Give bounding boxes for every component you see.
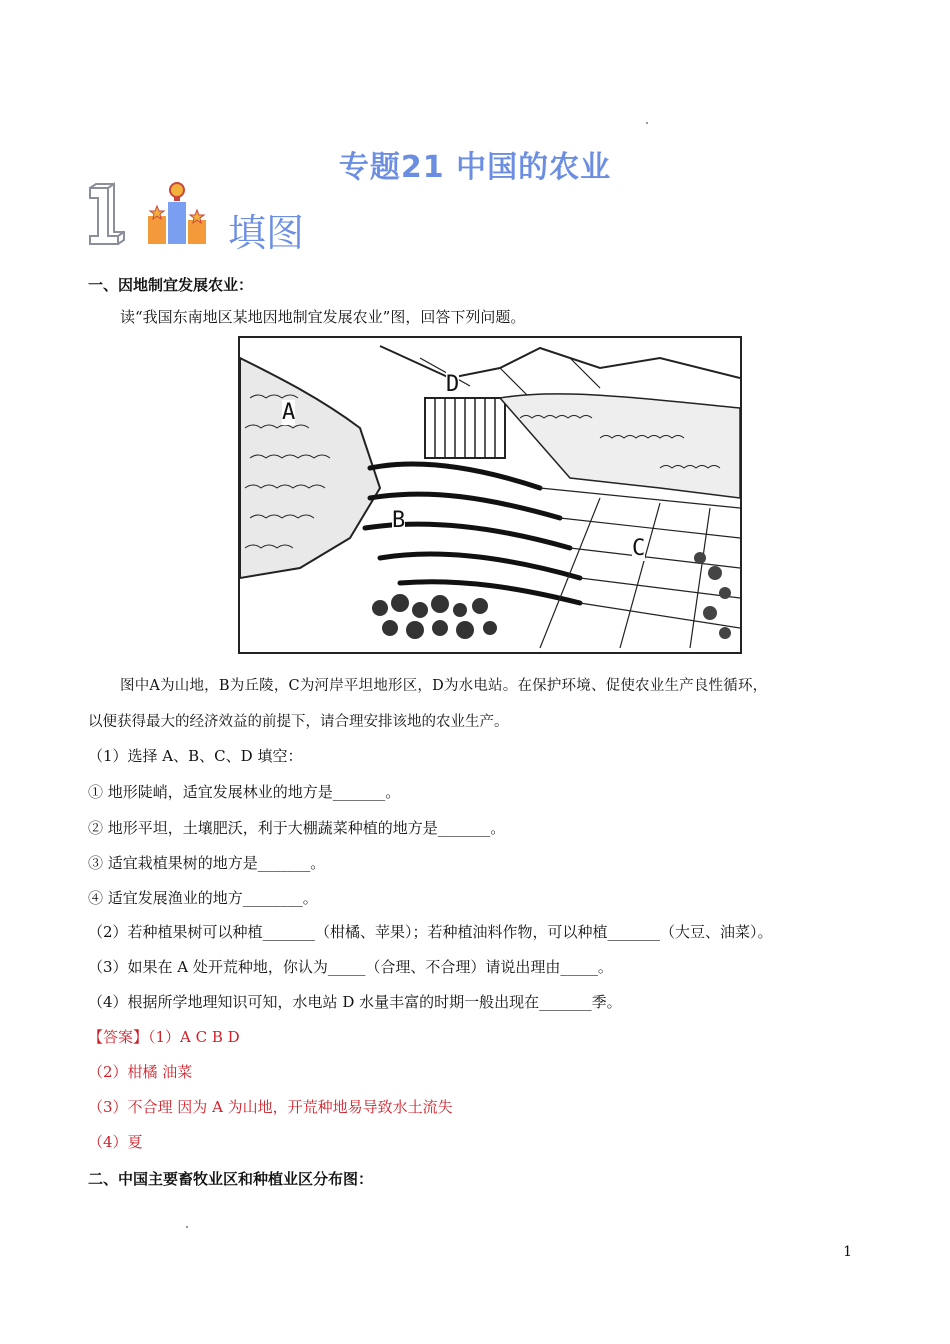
figure-description: 图中A为山地，B为丘陵，C为河岸平坦地形区，D为水电站。在保护环境、促使农业生产良性循环， <box>120 678 768 694</box>
page-number: 1 <box>843 1244 852 1260</box>
question-1-a: ① 地形陡峭，适宜发展林业的地方是_______。 <box>88 783 401 801</box>
figure-label-b: B <box>392 508 406 533</box>
question-1-d: ④ 适宜发展渔业的地方________。 <box>88 889 318 907</box>
figure-label-d: D <box>446 372 460 397</box>
answer-1: 【答案】（1）A C B D <box>88 1028 240 1046</box>
banner-label: 填图 <box>228 211 305 255</box>
page-title: 专题21 中国的农业 <box>338 150 612 185</box>
terrain-illustration <box>240 338 740 652</box>
figure-label-a: A <box>282 400 296 425</box>
question-intro: 读“我国东南地区某地因地制宜发展农业”图，回答下列问题。 <box>120 308 526 326</box>
figure-label-c: C <box>632 536 646 561</box>
number-one-icon <box>84 182 132 248</box>
terrain-figure <box>238 336 742 654</box>
section-heading: 一、因地制宜发展农业： <box>88 276 254 294</box>
section-heading-2: 二、中国主要畜牧业区和种植业区分布图： <box>88 1170 374 1188</box>
answer-2: （2）柑橘 油菜 <box>88 1063 193 1081</box>
answer-4: （4）夏 <box>88 1133 143 1151</box>
figure-description-cont: 以便获得最大的经济效益的前提下，请合理安排该地的农业生产。 <box>88 714 509 730</box>
question-2: （2）若种植果树可以种植_______（柑橘、苹果）；若种植油料作物，可以种植_______（大豆、油菜）。 <box>88 923 773 941</box>
section-banner <box>84 180 224 250</box>
question-3: （3）如果在 A 处开荒种地，你认为_____（合理、不合理）请说出理由_____。 <box>88 958 613 976</box>
answer-3: （3）不合理 因为 A 为山地，开荒种地易导致水土流失 <box>88 1098 453 1116</box>
scan-dot <box>646 122 648 124</box>
question-1-b: ② 地形平坦，土壤肥沃，利于大棚蔬菜种植的地方是_______。 <box>88 819 506 837</box>
question-1: （1）选择 A、B、C、D 填空： <box>88 747 303 765</box>
scan-dot <box>186 1226 188 1228</box>
podium-trophy-icon <box>142 180 212 246</box>
question-1-c: ③ 适宜栽植果树的地方是_______。 <box>88 854 326 872</box>
question-4: （4）根据所学地理知识可知，水电站 D 水量丰富的时期一般出现在_______季。 <box>88 993 622 1011</box>
